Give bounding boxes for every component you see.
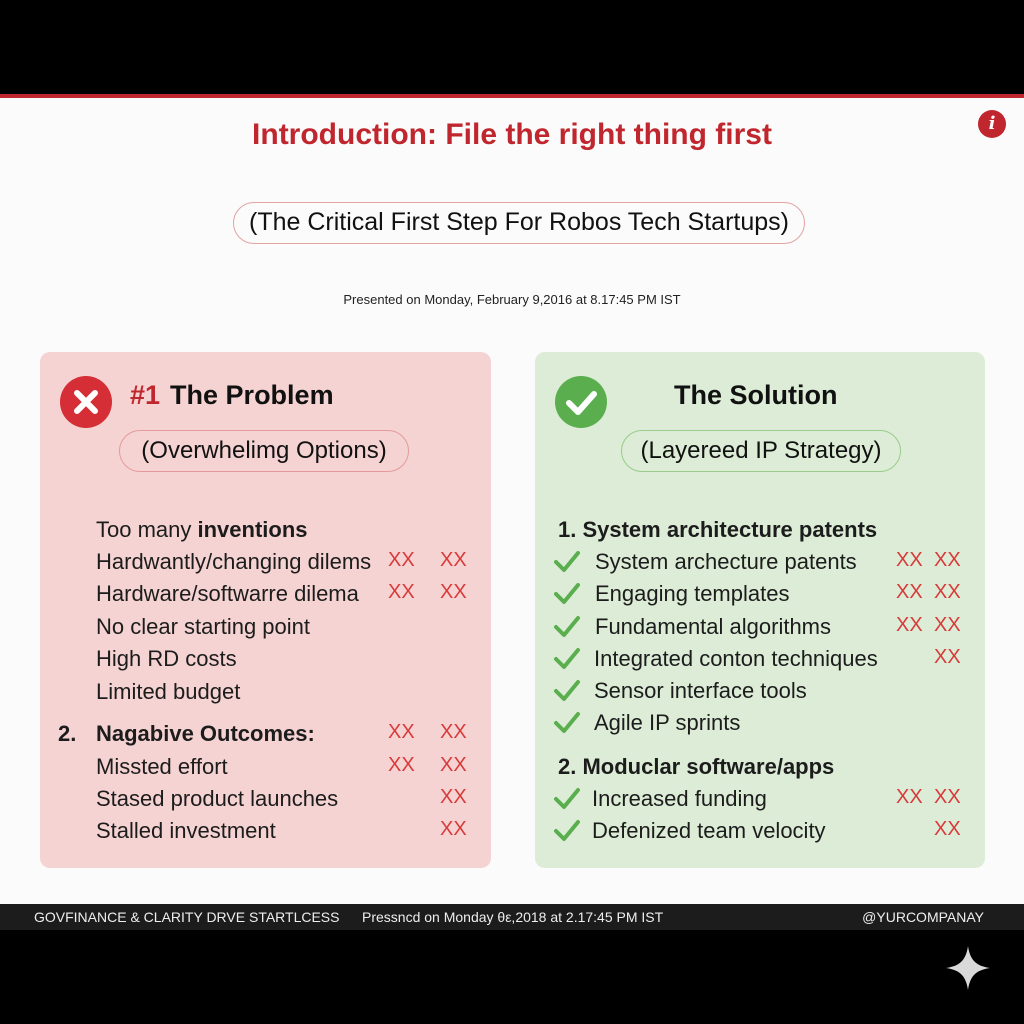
x-mark: XX <box>440 549 467 571</box>
section-label: 2. Moduclar software/apps <box>558 754 835 779</box>
check-icon <box>553 549 581 575</box>
x-mark: XX <box>440 786 467 808</box>
solution-pill: (Layereed IP Strategy) <box>621 430 901 472</box>
solution-card <box>535 352 985 868</box>
problem-item-label: Hardware/softwarre dilema <box>96 581 359 606</box>
x-mark: XX <box>440 581 467 603</box>
top-letterbox <box>0 0 1024 94</box>
check-icon <box>553 710 581 736</box>
check-icon <box>553 678 581 704</box>
problem-item-label: Hardwantly/changing dilems <box>96 549 372 574</box>
section-number: 2. <box>58 721 77 746</box>
x-mark: XX <box>934 581 961 603</box>
check-icon <box>553 786 581 812</box>
sparkle-icon <box>944 944 992 992</box>
x-mark: XX <box>934 786 961 808</box>
presented-date: Presented on Monday, February 9,2016 at 8.17:45 PM IST <box>343 292 681 307</box>
x-circle-icon <box>60 376 112 428</box>
check-icon <box>553 614 581 640</box>
x-mark: XX <box>388 754 415 776</box>
problem-item-label: High RD costs <box>96 646 237 671</box>
x-mark: XX <box>934 646 961 668</box>
x-mark: XX <box>896 581 923 603</box>
problem-number: #1 <box>130 380 161 410</box>
check-circle-icon <box>555 376 607 428</box>
emphasis-text: inventions <box>197 517 308 542</box>
problem-card <box>40 352 491 868</box>
x-mark: XX <box>388 549 415 571</box>
x-mark: XX <box>896 614 923 636</box>
check-icon <box>553 646 581 672</box>
problem-item-label: Too many inventions <box>96 517 308 542</box>
check-icon <box>553 581 581 607</box>
solution-title: The Solution <box>674 380 838 410</box>
x-mark: XX <box>934 614 961 636</box>
solution-item-label: Integrated conton techniques <box>594 646 878 671</box>
x-mark: XX <box>440 818 467 840</box>
solution-item-label: Fundamental algorithms <box>595 614 832 639</box>
section-label: Nagabive Outcomes: <box>96 721 315 746</box>
problem-item-label: Stased product launches <box>96 786 339 811</box>
x-mark: XX <box>896 549 923 571</box>
x-mark: XX <box>388 581 415 603</box>
problem-item-label: Limited budget <box>96 679 241 704</box>
footer-left-text: GOVFINANCE & CLARITY DRVE STARTLCESS <box>34 909 340 925</box>
x-mark: XX <box>934 549 961 571</box>
solution-item-label: System archecture patents <box>595 549 857 574</box>
solution-item-label: Sensor interface tools <box>594 678 807 703</box>
problem-heading <box>130 380 334 411</box>
x-mark: XX <box>934 818 961 840</box>
x-mark: XX <box>440 754 467 776</box>
x-mark: XX <box>440 721 467 743</box>
slide-subtitle: (The Critical First Step For Robos Tech Startups) <box>233 202 805 244</box>
footer-bar <box>0 904 1024 930</box>
problem-title: The Problem <box>170 380 334 410</box>
x-mark: XX <box>896 786 923 808</box>
slide-title: Introduction: File the right thing first <box>252 118 772 151</box>
solution-item-label: Engaging templates <box>595 581 790 606</box>
x-mark: XX <box>388 721 415 743</box>
section-label: 1. System architecture patents <box>558 517 878 542</box>
problem-pill: (Overwhelimg Options) <box>119 430 409 472</box>
footer-date: Pressncd on Monday θε,2018 at 2.17:45 PM IST <box>362 909 664 925</box>
problem-item-label: No clear starting point <box>96 614 310 639</box>
slide <box>0 94 1024 904</box>
solution-item-label: Increased funding <box>592 786 767 811</box>
check-icon <box>553 818 581 844</box>
solution-item-label: Defenized team velocity <box>592 818 826 843</box>
problem-item-label: Missted effort <box>96 754 228 779</box>
solution-item-label: Agile IP sprints <box>594 710 741 735</box>
bottom-letterbox <box>0 930 1024 1024</box>
info-icon[interactable]: i <box>978 110 1006 138</box>
problem-item-label: Stalled investment <box>96 818 276 843</box>
footer-handle: @YURCOMPANAY <box>862 909 984 925</box>
